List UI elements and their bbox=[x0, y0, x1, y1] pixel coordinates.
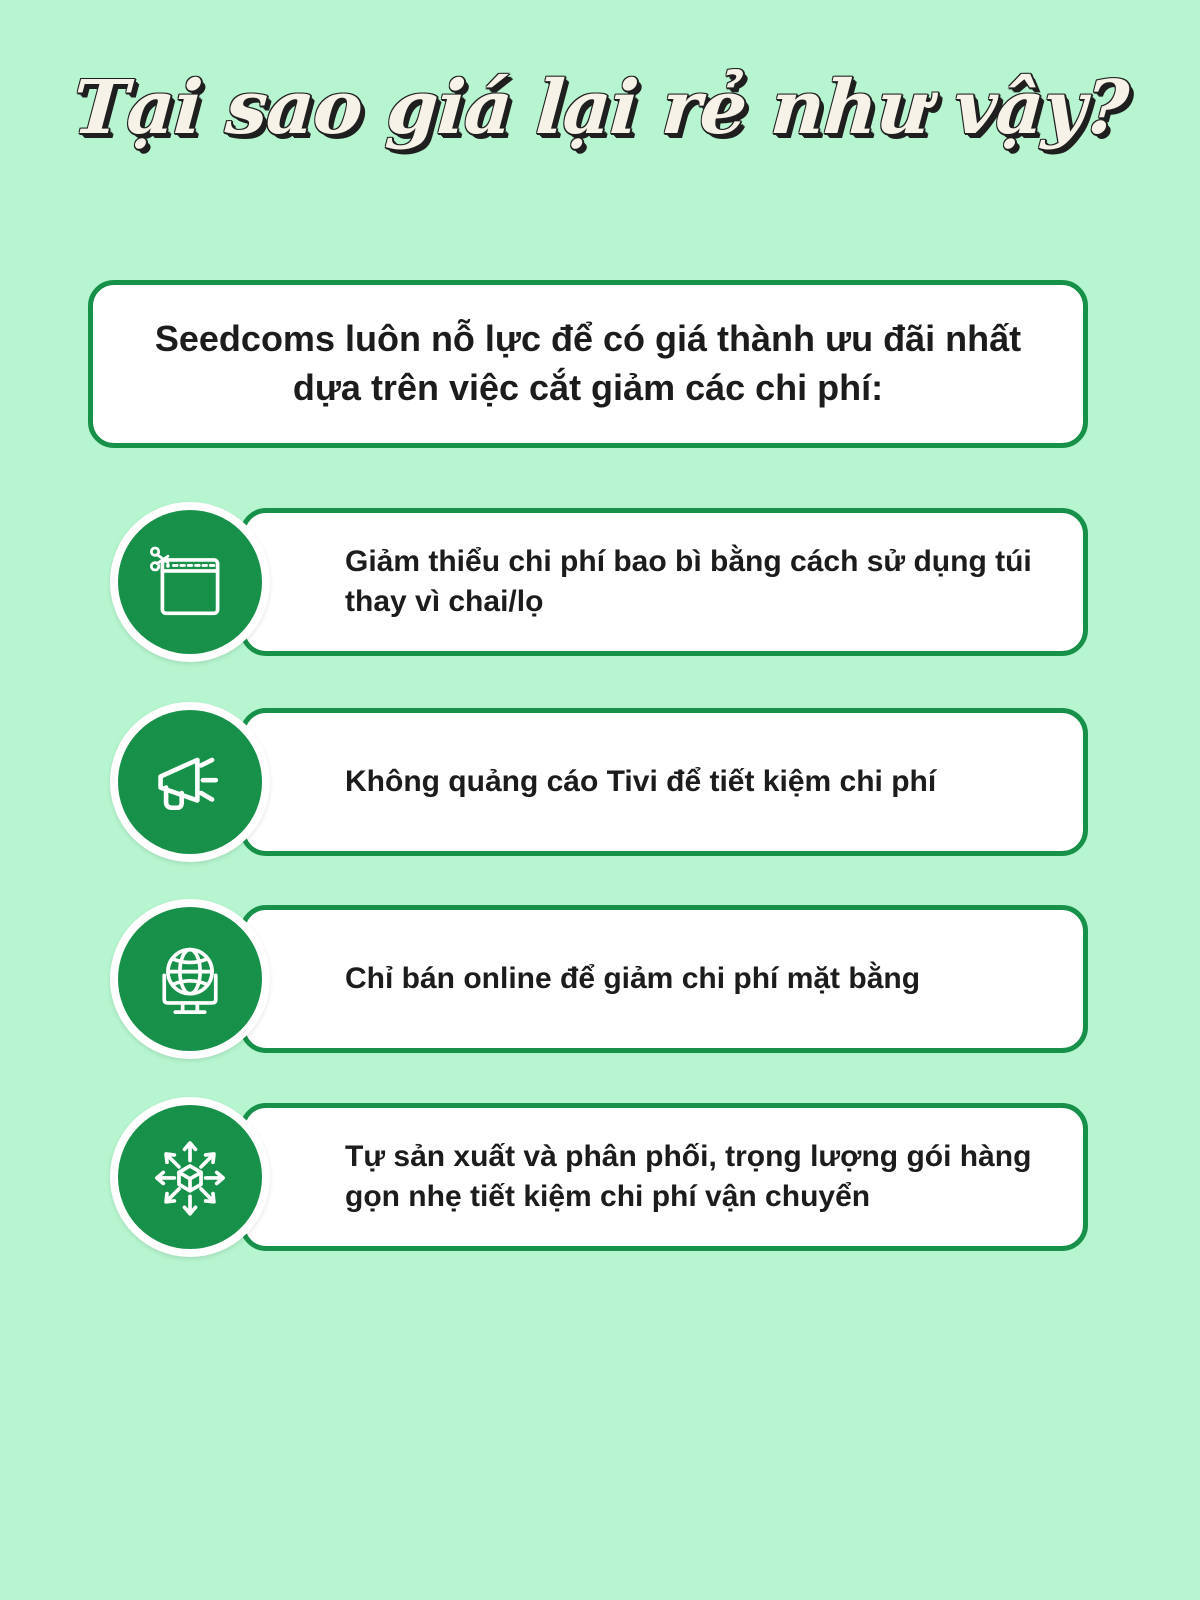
intro-card bbox=[88, 280, 1088, 448]
list-item bbox=[110, 508, 1088, 656]
list-item-label: Chỉ bán online để giảm chi phí mặt bằng bbox=[345, 961, 921, 995]
package-distribution-icon bbox=[110, 1097, 270, 1257]
megaphone-icon bbox=[110, 702, 270, 862]
list-item-card bbox=[240, 508, 1088, 656]
list-item-card bbox=[240, 1103, 1088, 1251]
list-item bbox=[110, 708, 1088, 856]
list-item-card bbox=[240, 905, 1088, 1053]
list-item-label: Tự sản xuất và phân phối, trọng lượng gói hàng gọn nhẹ tiết kiệm chi phí vận chuyển bbox=[345, 1139, 1032, 1213]
intro-text: Seedcoms luôn nỗ lực để có giá thành ưu đãi nhất dựa trên việc cắt giảm các chi phí: bbox=[154, 318, 1022, 408]
title-container bbox=[0, 0, 1200, 151]
list-item-label: Không quảng cáo Tivi để tiết kiệm chi phí bbox=[345, 764, 937, 798]
list-item bbox=[110, 1103, 1088, 1251]
packaging-pouch-icon bbox=[110, 502, 270, 662]
online-globe-monitor-icon bbox=[110, 899, 270, 1059]
page-title: Tại sao giá lại rẻ như vậy? bbox=[69, 65, 1131, 151]
list-item-label: Giảm thiểu chi phí bao bì bằng cách sử dụng túi thay vì chai/lọ bbox=[345, 544, 1032, 618]
list-item-card bbox=[240, 708, 1088, 856]
list-item bbox=[110, 905, 1088, 1053]
